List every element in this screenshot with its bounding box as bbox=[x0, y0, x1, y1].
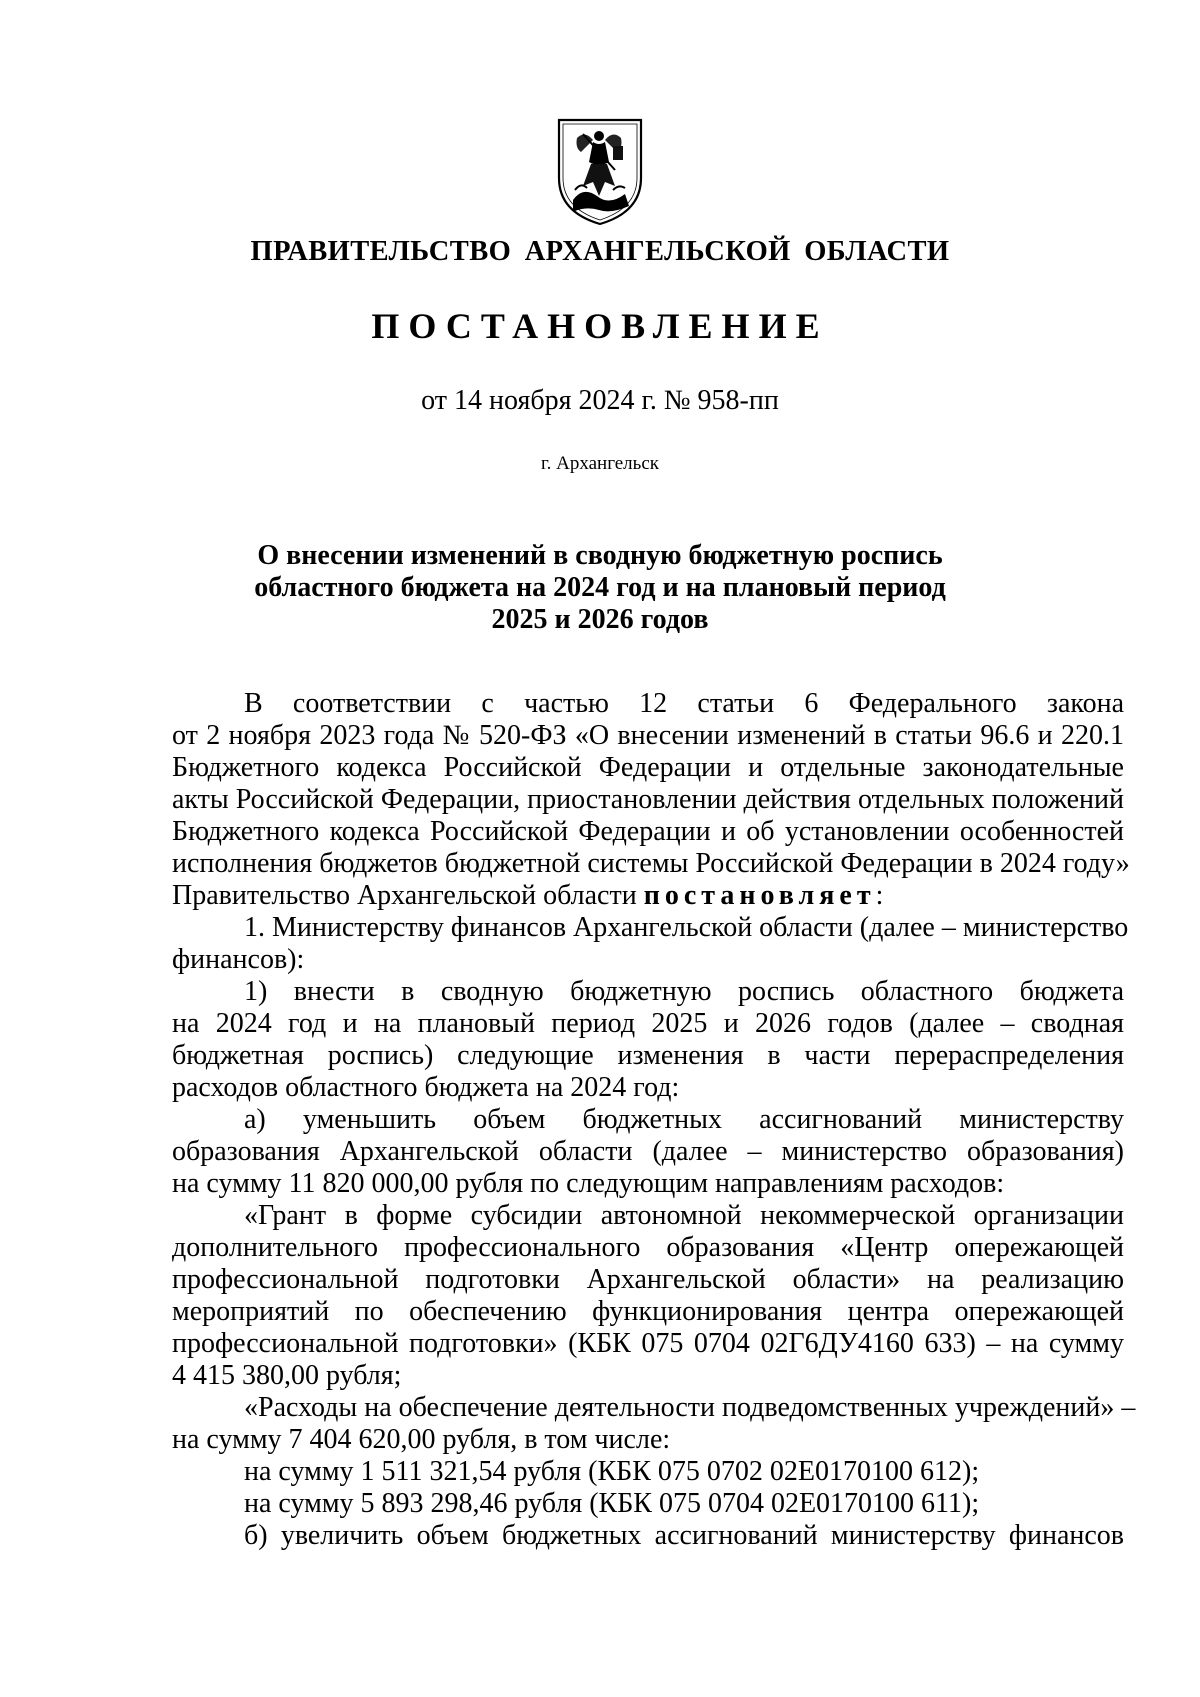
body-line: Бюджетного кодекса Российской Федерации и отдельные законодательные bbox=[172, 752, 1124, 783]
document-body bbox=[172, 688, 1136, 1552]
body-line: дополнительного профессионального образования «Центр опережающей bbox=[172, 1232, 1124, 1263]
body-line: образования Архангельской области (далее – министерство образования) bbox=[172, 1136, 1124, 1167]
body-line: Бюджетного кодекса Российской Федерации и об установлении особенностей bbox=[172, 816, 1124, 847]
body-line: на сумму 1 511 321,54 рубля (КБК 075 0702 02Е0170100 612); bbox=[244, 1456, 980, 1487]
body-line-decree bbox=[172, 880, 1124, 912]
body-line: расходов областного бюджета на 2024 год: bbox=[172, 1072, 680, 1103]
title-line: 2025 и 2026 годов bbox=[491, 604, 709, 635]
body-line: от 2 ноября 2023 года № 520-ФЗ «О внесении изменений в статьи 96.6 и 220.1 bbox=[172, 720, 1124, 751]
title-line: областного бюджета на 2024 год и на плановый период bbox=[254, 572, 946, 603]
body-line: бюджетная роспись) следующие изменения в части перераспределения bbox=[172, 1040, 1124, 1071]
body-line-text: Правительство Архангельской области bbox=[172, 880, 637, 911]
body-line: на сумму 7 404 620,00 рубля, в том числе: bbox=[172, 1424, 671, 1455]
body-line: мероприятий по обеспечению функционирования центра опережающей bbox=[172, 1296, 1124, 1327]
body-line: 1) внести в сводную бюджетную роспись областного бюджета bbox=[244, 976, 1124, 1007]
document-city: г. Архангельск bbox=[540, 453, 659, 474]
body-line: на сумму 11 820 000,00 рубля по следующим направлениям расходов: bbox=[172, 1168, 1005, 1199]
document-date-number: от 14 ноября 2024 г. № 958-пп bbox=[421, 385, 779, 416]
body-line: финансов): bbox=[172, 944, 305, 975]
body-line: а) уменьшить объем бюджетных ассигнований министерству bbox=[244, 1104, 1124, 1135]
decree-punctuation: : bbox=[875, 880, 884, 911]
body-line: исполнения бюджетов бюджетной системы Российской Федерации в 2024 году» bbox=[172, 848, 1130, 879]
document-type-heading: ПОСТАНОВЛЕНИЕ bbox=[371, 306, 829, 346]
body-line: 4 415 380,00 рубля; bbox=[172, 1360, 402, 1391]
coat-of-arms-emblem bbox=[553, 116, 647, 228]
body-line: на 2024 год и на плановый период 2025 и 2026 годов (далее – сводная bbox=[172, 1008, 1124, 1039]
body-line: В соответствии с частью 12 статьи 6 Федерального закона bbox=[244, 688, 1124, 719]
body-line: акты Российской Федерации, приостановлении действия отдельных положений bbox=[172, 784, 1124, 815]
document-title bbox=[0, 540, 1200, 636]
body-line: б) увеличить объем бюджетных ассигнований министерству финансов bbox=[244, 1520, 1124, 1551]
body-line: профессиональной подготовки» (КБК 075 0704 02Г6ДУ4160 633) – на сумму bbox=[172, 1328, 1124, 1359]
body-line: «Грант в форме субсидии автономной некоммерческой организации bbox=[244, 1200, 1124, 1231]
body-line: профессиональной подготовки Архангельской области» на реализацию bbox=[172, 1264, 1124, 1295]
decree-word: постановляет bbox=[643, 880, 876, 911]
body-line: 1. Министерству финансов Архангельской области (далее – министерство bbox=[244, 912, 1129, 943]
body-line: «Расходы на обеспечение деятельности подведомственных учреждений» – bbox=[244, 1392, 1136, 1423]
coat-of-arms-icon bbox=[553, 116, 647, 228]
organization-name: ПРАВИТЕЛЬСТВО АРХАНГЕЛЬСКОЙ ОБЛАСТИ bbox=[250, 236, 950, 267]
title-line: О внесении изменений в сводную бюджетную роспись bbox=[257, 540, 943, 571]
body-line: на сумму 5 893 298,46 рубля (КБК 075 0704 02Е0170100 611); bbox=[244, 1488, 980, 1519]
